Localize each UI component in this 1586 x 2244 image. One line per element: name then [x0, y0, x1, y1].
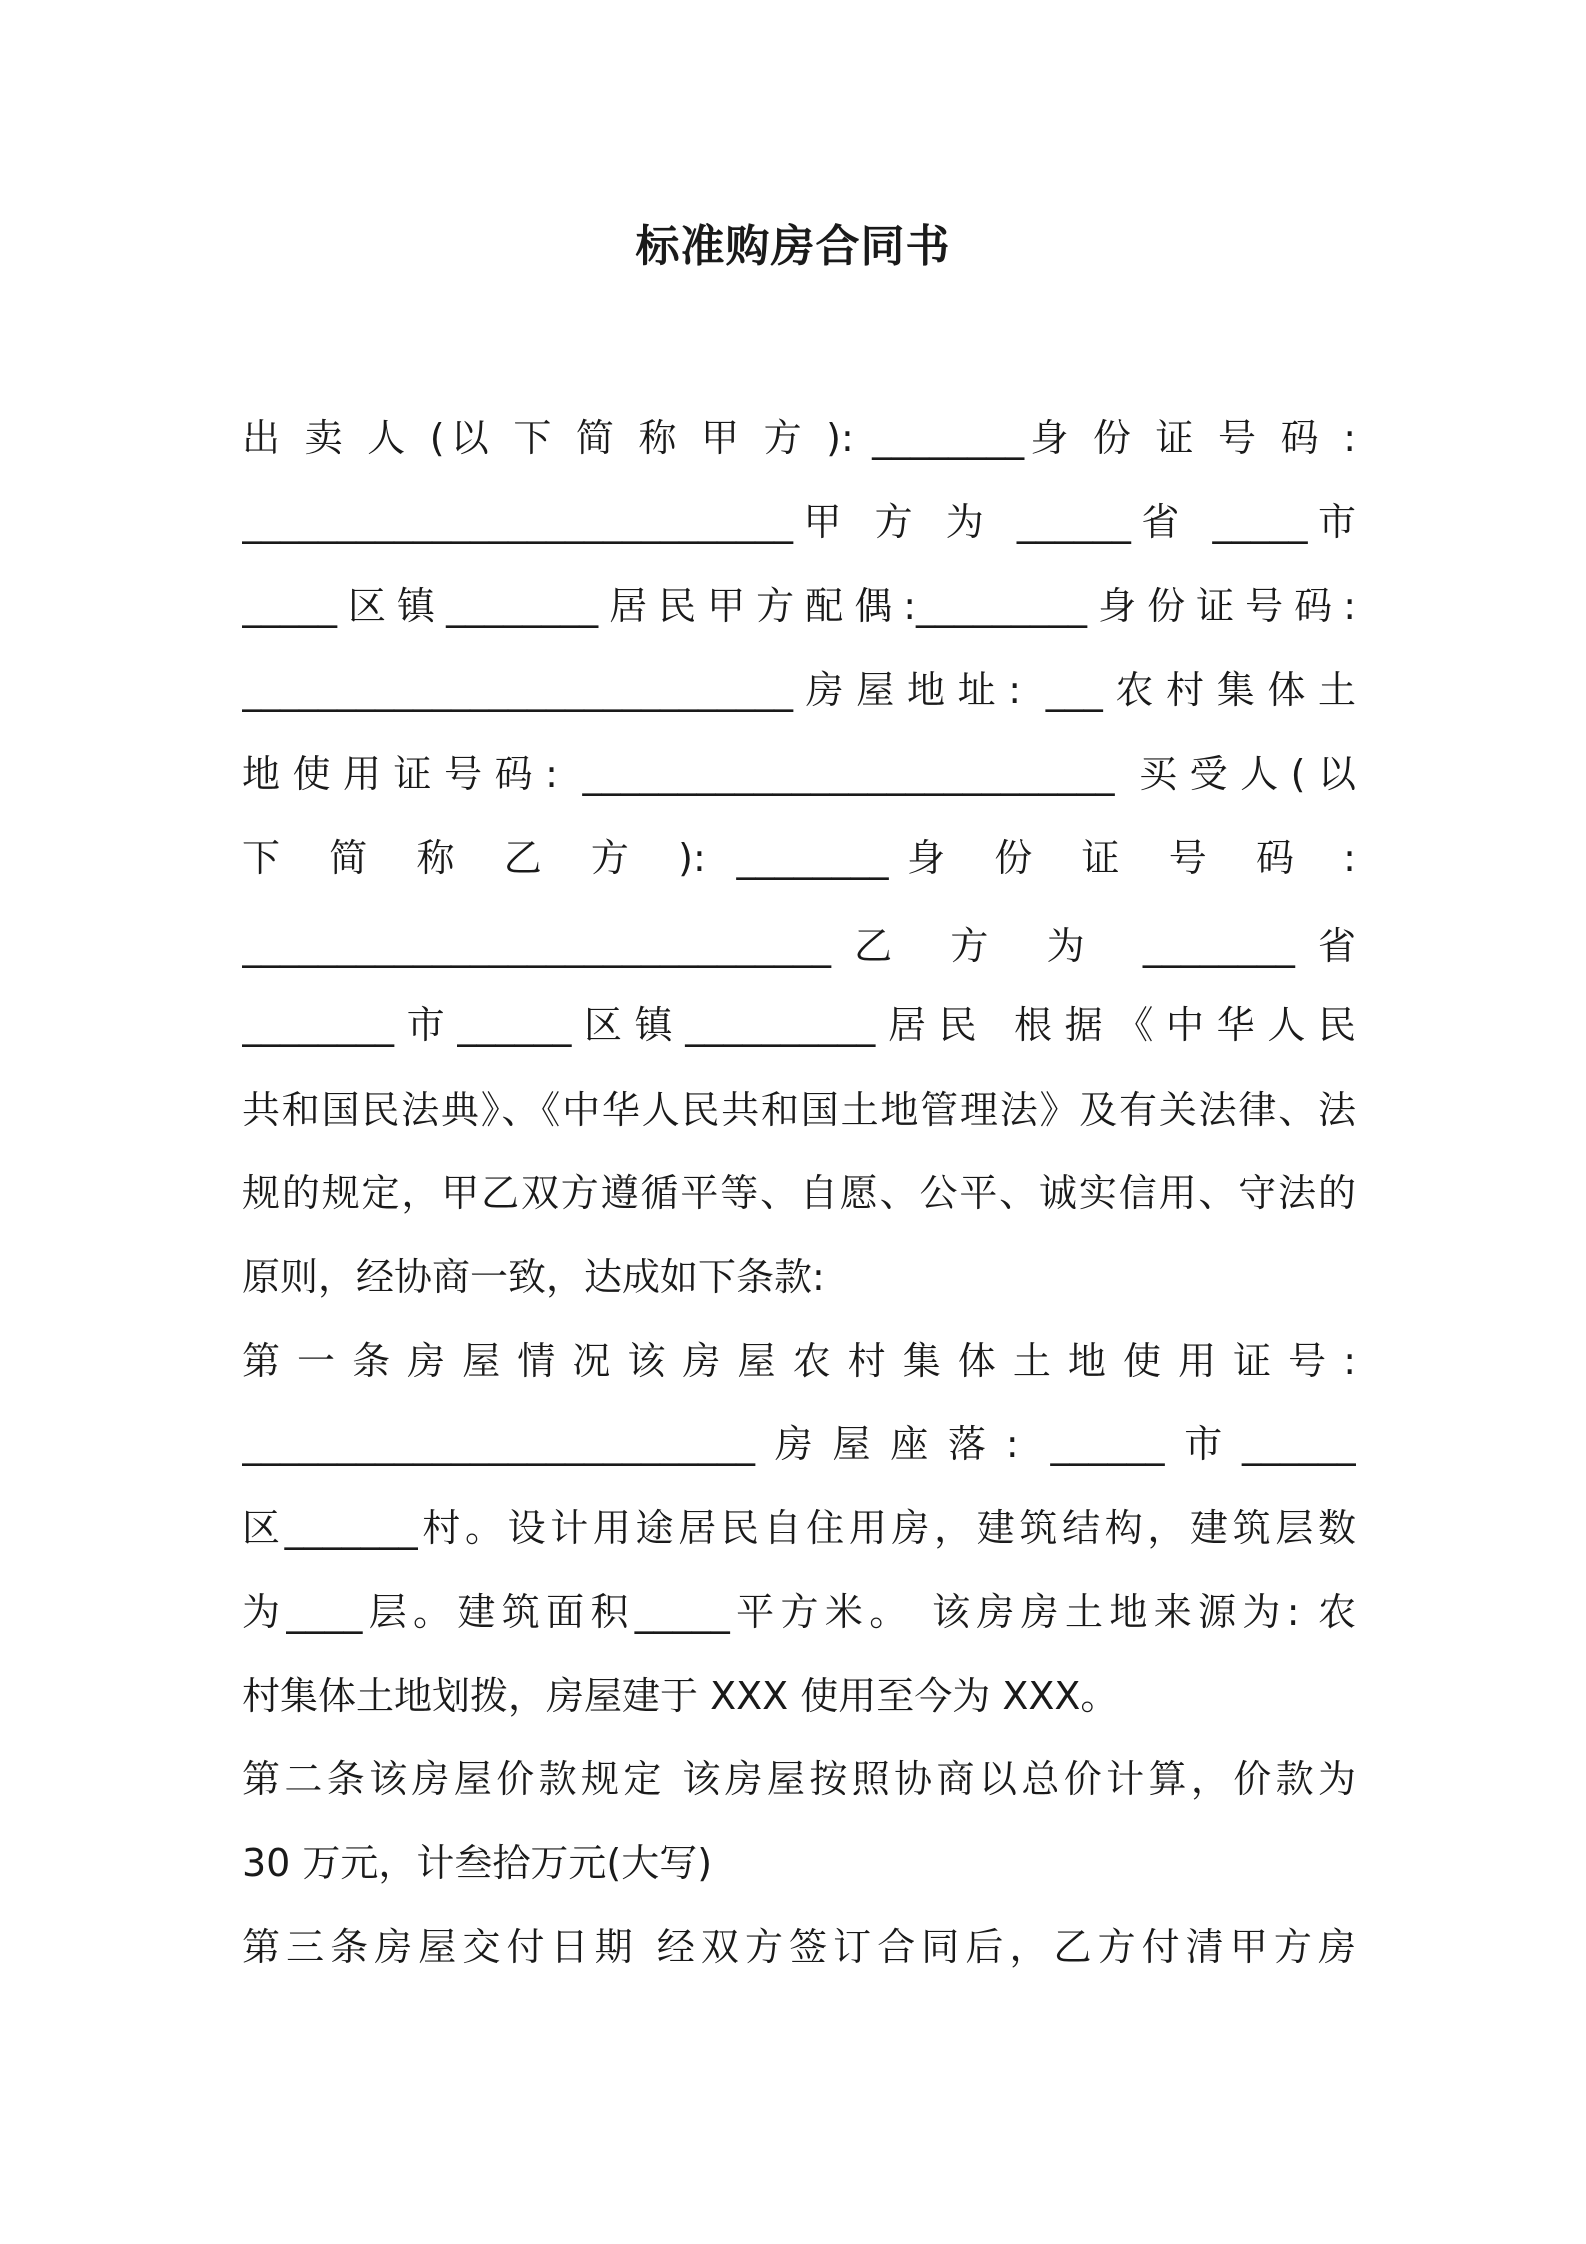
text-line-9: 共和国民法典》、《中华人民共和国土地管理法》及有关法律、法: [242, 1088, 1356, 1132]
text-line-8: ________市______区镇__________居民 根据《中华人民: [242, 1003, 1356, 1047]
text-line-14: 区_______村。设计用途居民自住用房，建筑结构，建筑层数: [242, 1506, 1356, 1550]
text-line-11: 原则，经协商一致，达成如下条款:: [242, 1255, 825, 1299]
text-line-19: 第三条房屋交付日期 经双方签订合同后，乙方付清甲方房: [242, 1925, 1356, 1969]
text-line-17: 第二条该房屋价款规定 该房屋按照协商以总价计算，价款为: [242, 1757, 1356, 1801]
text-line-1: 出 卖 人 (以 下 简 称 甲 方 ): ________身 份 证 号 码 :: [242, 416, 1356, 460]
text-line-13: ___________________________房屋座落: ______市______: [242, 1422, 1356, 1466]
text-line-3: _____区镇________居民甲方配偶:_________身份证号码:: [242, 584, 1356, 628]
text-line-6: 下 简 称 乙 方 ): ________身 份 证 号 码 :: [242, 836, 1356, 880]
text-line-16: 村集体土地划拨，房屋建于 XXX 使用至今为 XXX。: [242, 1674, 1119, 1718]
text-line-12: 第 一 条 房 屋 情 况 该 房 屋 农 村 集 体 土 地 使 用 证 号 :: [242, 1339, 1356, 1383]
text-line-2: _____________________________甲 方 为 ______省 _____市: [242, 500, 1356, 544]
document-title: 标准购房合同书: [635, 221, 951, 272]
text-line-4: _____________________________房屋地址: ___农村集体土: [242, 668, 1356, 712]
text-line-18: 30 万元，计叁拾万元(大写): [242, 1841, 713, 1885]
text-line-15: 为____层。建筑面积_____平方米。 该房房土地来源为: 农: [242, 1590, 1356, 1634]
text-line-7: _______________________________乙 方 为 ________省: [242, 924, 1356, 968]
text-line-5: 地使用证号码: ____________________________ 买受人(以: [242, 752, 1356, 796]
text-line-10: 规的规定，甲乙双方遵循平等、自愿、公平、诚实信用、守法的: [242, 1171, 1356, 1215]
